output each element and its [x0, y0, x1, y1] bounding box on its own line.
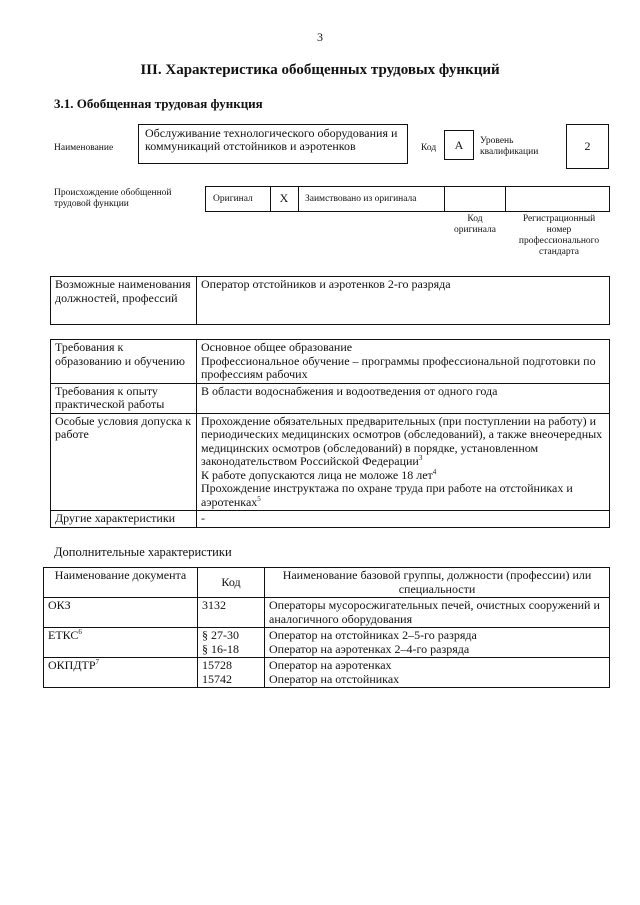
code-original-caption: Код оригинала	[454, 214, 496, 235]
reg-number-caption: Регистрационный номер профессионального стандарта	[518, 214, 600, 257]
code-box	[444, 130, 474, 160]
experience-value: В области водоснабжения и водоотведения от одного года	[197, 383, 610, 413]
okz-row	[44, 598, 610, 628]
original-mark: X	[279, 191, 289, 205]
education-value-2: Профессиональное обучение – программы профессиональной подготовки по профессиям рабочих	[201, 353, 596, 381]
other-row	[51, 511, 610, 528]
borrowed-label: Заимствовано из оригинала	[305, 194, 417, 204]
education-label: Требования к образованию и обучению	[51, 340, 197, 384]
conditions-value-3: Прохождение инструктажа по охране труда при работе на отстойниках и аэротенках	[201, 481, 573, 509]
additional-table	[43, 567, 610, 688]
conditions-value-2: К работе допускаются лица не моложе 18 лет	[201, 467, 433, 482]
additional-header-row	[44, 568, 610, 598]
requirements-table	[50, 339, 610, 528]
other-label: Другие характеристики	[51, 511, 197, 528]
col-doc-header: Наименование документа	[44, 568, 198, 598]
origin-divider-4	[505, 186, 506, 212]
etks-code-1: § 27-30	[202, 628, 239, 642]
page-number: 3	[317, 30, 323, 44]
level-box	[566, 124, 609, 169]
okpdtr-row	[44, 658, 610, 688]
education-value-1: Основное общее образование	[201, 340, 353, 354]
experience-row	[51, 383, 610, 413]
footnote-3: 3	[418, 454, 423, 462]
origin-divider-3	[444, 186, 445, 212]
section-title: III. Характеристика обобщенных трудовых функций	[140, 62, 500, 78]
etks-name-2: Оператор на аэротенках 2–4-го разряда	[269, 641, 470, 656]
additional-title: Дополнительные характеристики	[54, 545, 232, 559]
footnote-5: 5	[257, 494, 261, 503]
level-label: Уровень квалификации	[480, 136, 539, 157]
level-value: 2	[584, 139, 591, 153]
origin-divider-2	[298, 186, 299, 212]
positions-label: Возможные наименования должностей, профессий	[51, 277, 197, 325]
okpdtr-name-1: Оператор на аэротенках	[269, 658, 392, 672]
footnote-7: 7	[95, 658, 100, 666]
original-label: Оригинал	[213, 194, 253, 204]
okpdtr-code-2: 15742	[202, 671, 232, 686]
okpdtr-doc: ОКПДТР	[48, 658, 96, 672]
function-name-box	[138, 124, 408, 164]
etks-row	[44, 628, 610, 658]
col-name-header: Наименование базовой группы, должности (профессии) или специальности	[265, 568, 610, 598]
code-label: Код	[421, 143, 437, 153]
col-code-header: Код	[198, 568, 265, 598]
okz-name: Операторы мусоросжигательных печей, очистных сооружений и аналогичного оборудования	[265, 598, 610, 628]
subsection-title: 3.1. Обобщенная трудовая функция	[54, 96, 263, 111]
education-row	[51, 340, 610, 384]
origin-label: Происхождение обобщенной трудовой функции	[54, 188, 172, 209]
etks-name-1: Оператор на отстойниках 2–5-го разряда	[269, 628, 477, 642]
code-value: А	[454, 138, 464, 152]
conditions-label: Особые условия допуска к работе	[51, 413, 197, 511]
function-name-value: Обслуживание технологического оборудования и коммуникаций отстойников и аэротенков	[145, 126, 398, 153]
positions-table	[50, 276, 610, 325]
conditions-row	[51, 413, 610, 511]
okpdtr-name-2: Оператор на отстойниках	[269, 671, 400, 686]
okpdtr-code-1: 15728	[202, 658, 232, 672]
footnote-4: 4	[432, 467, 437, 476]
experience-label: Требования к опыту практической работы	[51, 383, 197, 413]
footnote-6: 6	[78, 628, 82, 636]
positions-value: Оператор отстойников и аэротенков 2-го разряда	[197, 277, 610, 325]
etks-code-2: § 16-18	[202, 641, 239, 656]
name-label: Наименование	[54, 143, 114, 153]
okz-doc: ОКЗ	[44, 598, 198, 628]
conditions-value-1: Прохождение обязательных предварительных (при поступлении на работу) и периодических медицинских осмотров (обследований), а также внеочередных медицинских осмотров (обследований) в порядке, установленном законодательством Российской Федерации	[201, 413, 603, 468]
okz-code: 3132	[198, 598, 265, 628]
etks-doc: ЕТКС	[48, 628, 79, 642]
other-value: -	[197, 511, 610, 528]
